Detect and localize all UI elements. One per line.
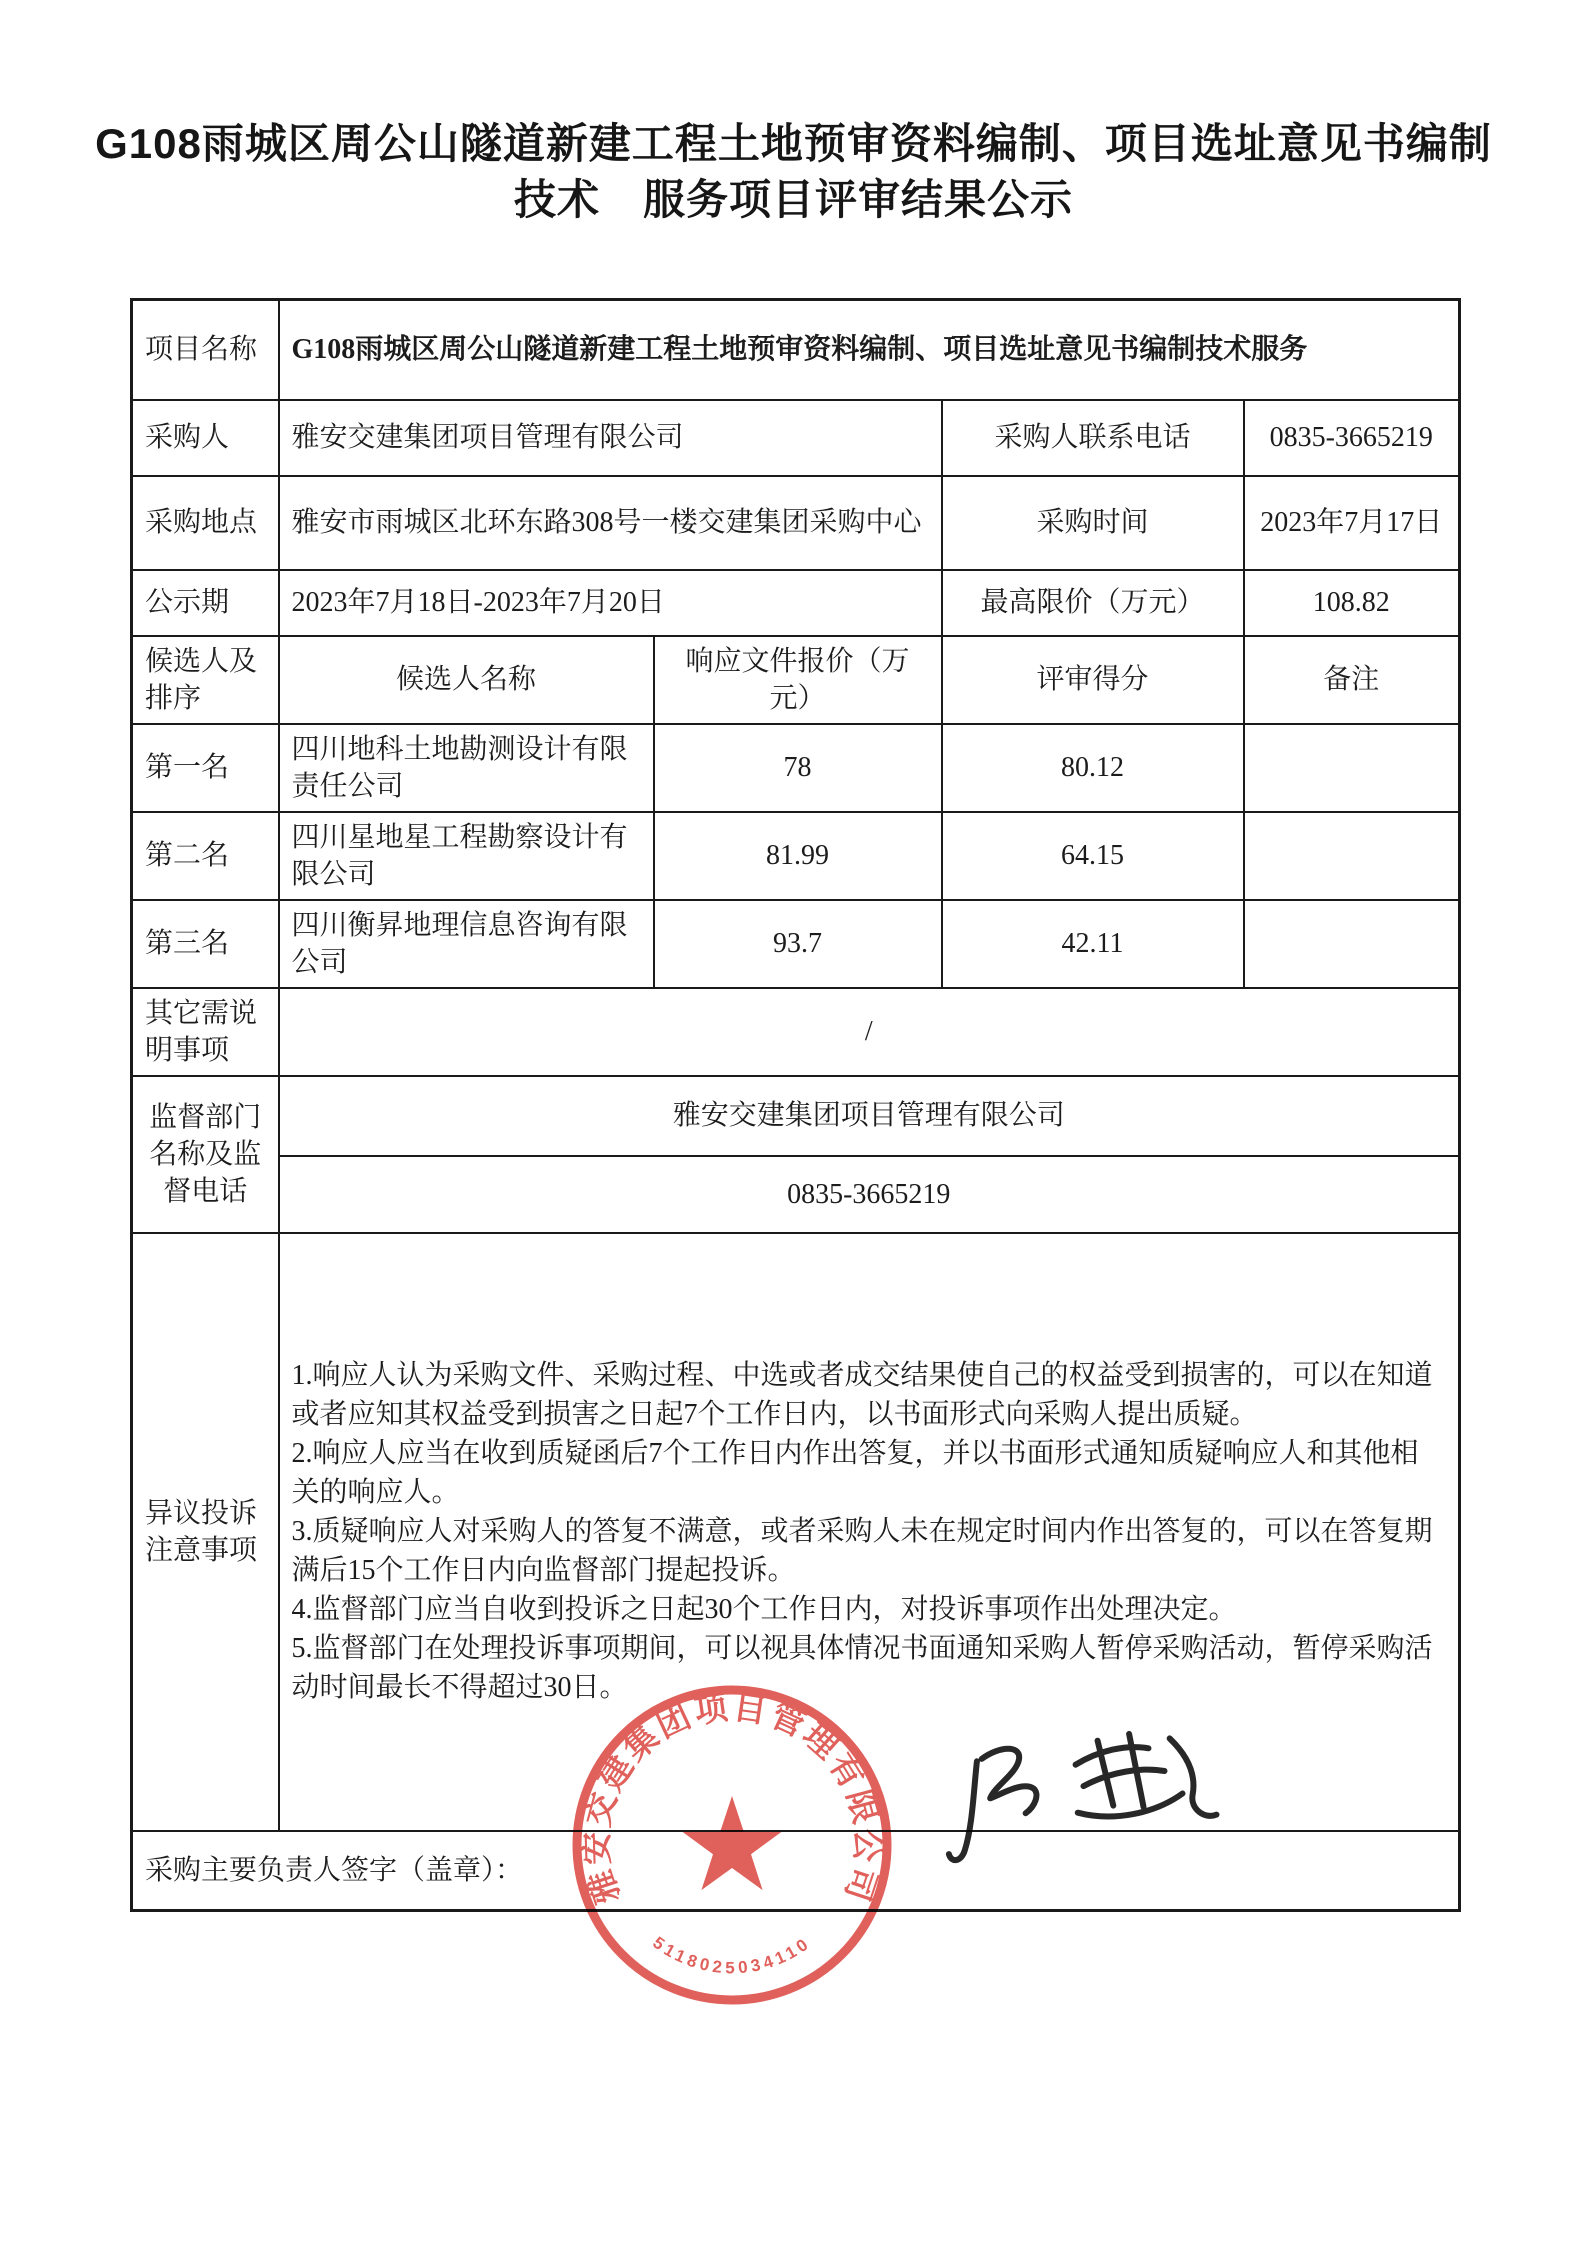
candidate-score: 64.15 bbox=[942, 812, 1244, 900]
candidate-rank: 第一名 bbox=[132, 724, 279, 812]
row-other-notes bbox=[132, 988, 1460, 1076]
location-value: 雅安市雨城区北环东路308号一楼交建集团采购中心 bbox=[279, 476, 942, 570]
buyer-phone-label: 采购人联系电话 bbox=[942, 400, 1244, 476]
other-notes-label: 其它需说明事项 bbox=[132, 988, 279, 1076]
header-rank: 候选人及排序 bbox=[132, 636, 279, 724]
notice-item: 1.响应人认为采购文件、采购过程、中选或者成交结果使自己的权益受到损害的，可以在知道或者应知其权益受到损害之日起7个工作日内，以书面形式向采购人提出质疑。 bbox=[291, 1360, 1433, 1430]
candidate-score: 80.12 bbox=[942, 724, 1244, 812]
header-score: 评审得分 bbox=[942, 636, 1244, 724]
max-price-value: 108.82 bbox=[1244, 570, 1460, 636]
time-value: 2023年7月17日 bbox=[1244, 476, 1460, 570]
seal-company-text: 雅安交建集团项目管理有限公司 bbox=[577, 1688, 887, 1909]
row-signature bbox=[132, 1831, 1460, 1911]
candidate-row bbox=[132, 724, 1460, 812]
seal-serial-text: 5118025034110 bbox=[649, 1932, 815, 1978]
notice-item: 3.质疑响应人对采购人的答复不满意，或者采购人未在规定时间内作出答复的，可以在答复期满后15个工作日内向监督部门提起投诉。 bbox=[291, 1516, 1433, 1586]
row-supervisor-name bbox=[132, 1076, 1460, 1156]
row-buyer bbox=[132, 400, 1460, 476]
header-price: 响应文件报价（万元） bbox=[654, 636, 942, 724]
publicity-label: 公示期 bbox=[132, 570, 279, 636]
row-candidates-header bbox=[132, 636, 1460, 724]
buyer-label: 采购人 bbox=[132, 400, 279, 476]
other-notes-value: / bbox=[279, 988, 1460, 1076]
notice-label: 异议投诉注意事项 bbox=[132, 1233, 279, 1831]
supervisor-name: 雅安交建集团项目管理有限公司 bbox=[279, 1076, 1460, 1156]
row-publicity bbox=[132, 570, 1460, 636]
candidate-rank: 第三名 bbox=[132, 900, 279, 988]
location-label: 采购地点 bbox=[132, 476, 279, 570]
page-title-line2: 技术 服务项目评审结果公示 bbox=[513, 176, 1073, 223]
header-name: 候选人名称 bbox=[279, 636, 654, 724]
publicity-value: 2023年7月18日-2023年7月20日 bbox=[279, 570, 942, 636]
header-note: 备注 bbox=[1244, 636, 1460, 724]
announcement-table bbox=[130, 298, 1461, 1912]
notice-body bbox=[279, 1233, 1460, 1831]
candidate-name: 四川星地星工程勘察设计有限公司 bbox=[279, 812, 654, 900]
candidate-row bbox=[132, 900, 1460, 988]
project-value: G108雨城区周公山隧道新建工程土地预审资料编制、项目选址意见书编制技术服务 bbox=[279, 300, 1460, 400]
supervisor-phone: 0835-3665219 bbox=[279, 1156, 1460, 1233]
candidate-row bbox=[132, 812, 1460, 900]
row-project bbox=[132, 300, 1460, 400]
buyer-value: 雅安交建集团项目管理有限公司 bbox=[279, 400, 942, 476]
candidate-name: 四川衡昇地理信息咨询有限公司 bbox=[279, 900, 654, 988]
candidate-price: 93.7 bbox=[654, 900, 942, 988]
max-price-label: 最高限价（万元） bbox=[942, 570, 1244, 636]
candidate-rank: 第二名 bbox=[132, 812, 279, 900]
svg-text:5118025034110 bbox=[649, 1933, 814, 1977]
time-label: 采购时间 bbox=[942, 476, 1244, 570]
page-title bbox=[40, 116, 1547, 228]
candidate-note bbox=[1244, 900, 1460, 988]
buyer-phone-value: 0835-3665219 bbox=[1244, 400, 1460, 476]
candidate-name: 四川地科土地勘测设计有限责任公司 bbox=[279, 724, 654, 812]
notice-item: 2.响应人应当在收到质疑函后7个工作日内作出答复，并以书面形式通知质疑响应人和其他相关的响应人。 bbox=[291, 1438, 1419, 1508]
candidate-price: 78 bbox=[654, 724, 942, 812]
row-supervisor-phone bbox=[132, 1156, 1460, 1233]
supervisor-label: 监督部门名称及监督电话 bbox=[132, 1076, 279, 1233]
candidate-note bbox=[1244, 724, 1460, 812]
candidate-price: 81.99 bbox=[654, 812, 942, 900]
notice-item: 5.监督部门在处理投诉事项期间，可以视具体情况书面通知采购人暂停采购活动，暂停采购活动时间最长不得超过30日。 bbox=[291, 1633, 1433, 1703]
page-title-line1: G108雨城区周公山隧道新建工程土地预审资料编制、项目选址意见书编制 bbox=[95, 120, 1492, 167]
candidate-score: 42.11 bbox=[942, 900, 1244, 988]
signature-label: 采购主要负责人签字（盖章）： bbox=[132, 1831, 1460, 1911]
row-location bbox=[132, 476, 1460, 570]
row-notice bbox=[132, 1233, 1460, 1831]
project-label: 项目名称 bbox=[132, 300, 279, 400]
candidate-note bbox=[1244, 812, 1460, 900]
notice-item: 4.监督部门应当自收到投诉之日起30个工作日内，对投诉事项作出处理决定。 bbox=[291, 1594, 1237, 1625]
